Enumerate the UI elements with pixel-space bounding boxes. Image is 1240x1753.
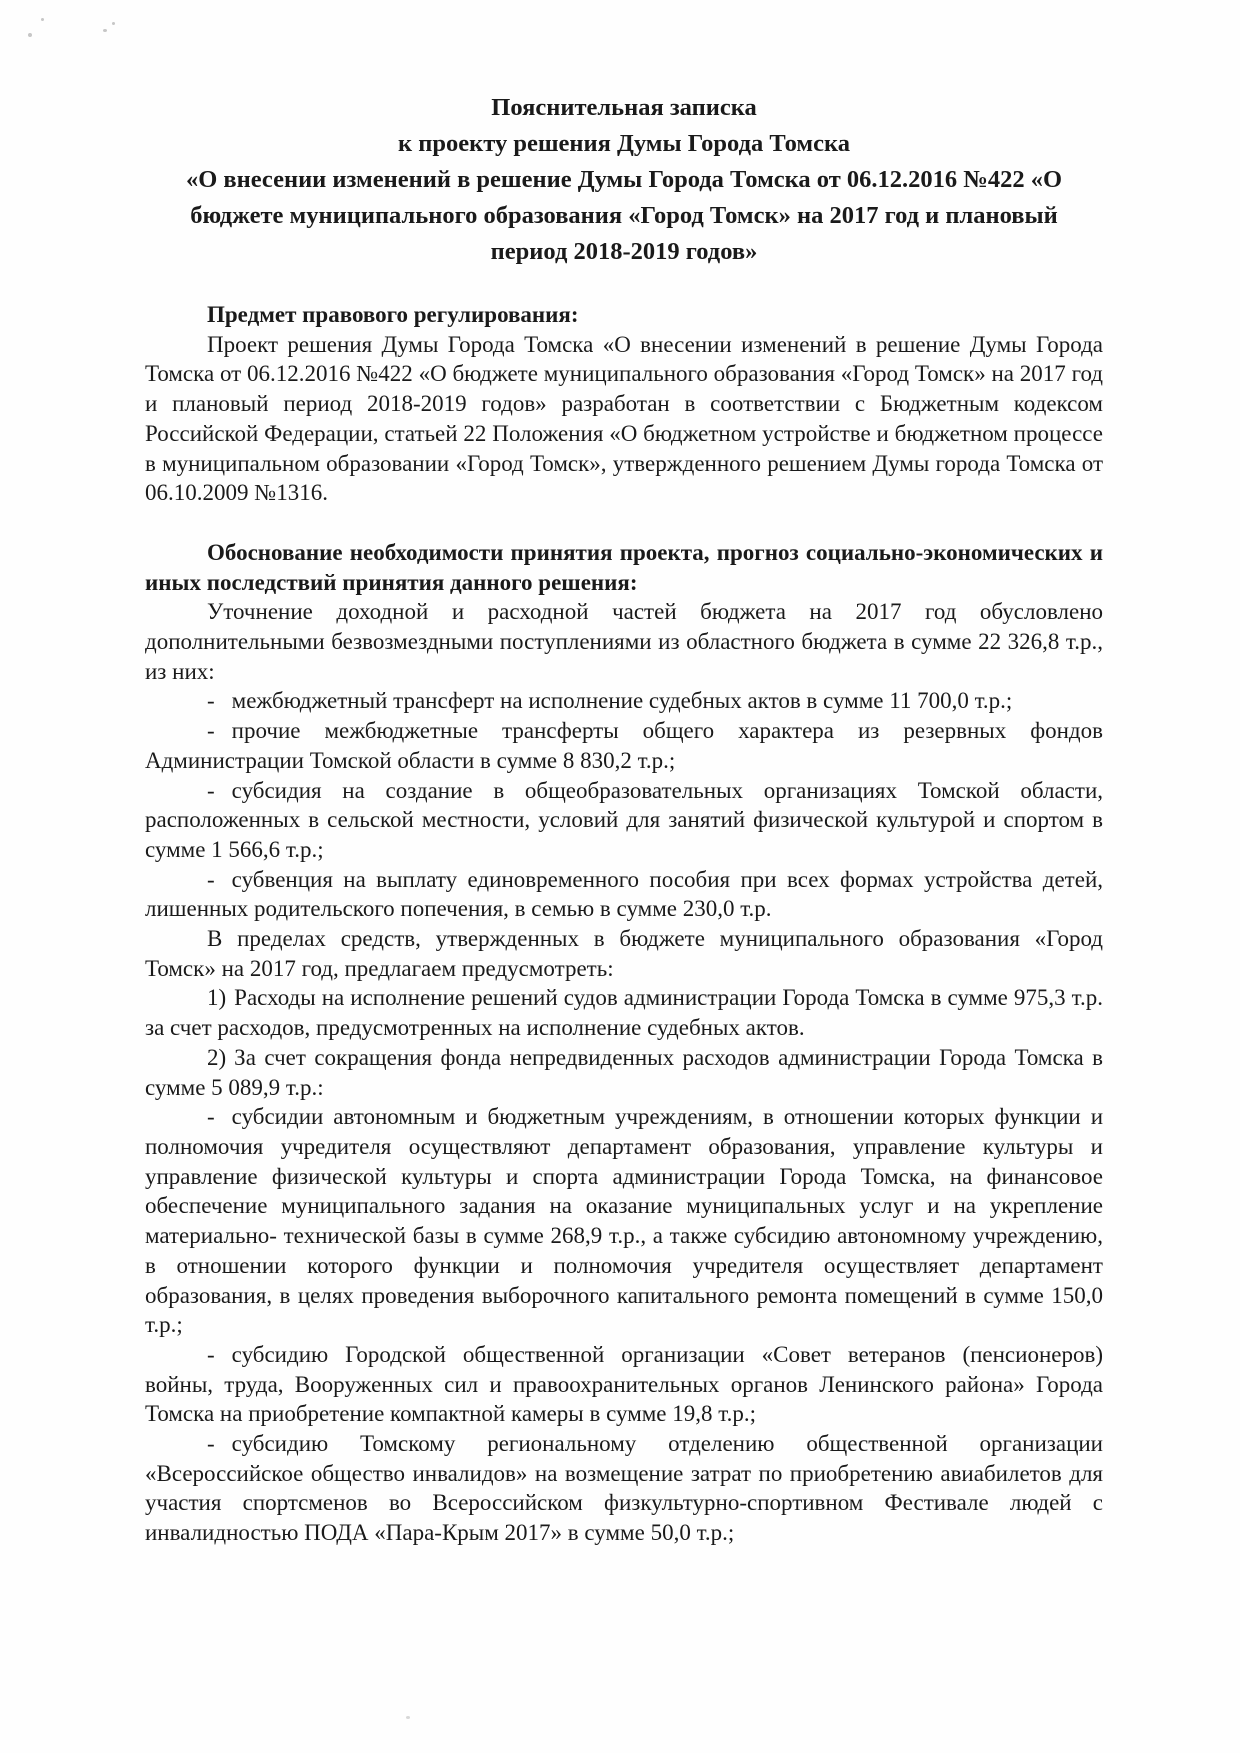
paragraph-utochnenie-byudzheta: Уточнение доходной и расходной частей бюджета на 2017 год обусловлено дополнительными безвозмездными поступлениями из областного бюджета в сумме 22 326,8 т.р., из них: bbox=[145, 599, 1103, 684]
bullet-obshchestvo-invalidov bbox=[145, 1429, 1103, 1548]
scan-speck bbox=[28, 33, 32, 37]
title-line: Пояснительная записка bbox=[491, 94, 757, 121]
item-number: 1) bbox=[207, 985, 227, 1011]
scan-speck bbox=[103, 29, 107, 32]
bullet-text: субсидии автономным и бюджетным учреждениям, в отношении которых функции и полномочия учредителя осуществляют департамент образования, управление культуры и управление физической культуры и спорта администрации Города Томска, на финансовое обеспечение муниципального задания на оказание муниципальных услуг и на укрепление материально- технической базы в сумме 268,9 т.р., а также субсидию автономному учреждению, в отношении которого функции и полномочия учредителя осуществляет департамент образования, в целях проведения выборочного капитального ремонта помещений в сумме 150,0 т.р.; bbox=[145, 1104, 1103, 1338]
bullet-text: субсидия на создание в общеобразовательных организациях Томской области, расположенных в сельской местности, условий для занятий физической культурой и спортом в сумме 1 566,6 т.р.; bbox=[145, 777, 1103, 862]
document-title bbox=[145, 90, 1103, 270]
bullet-text: субсидию Томскому региональному отделению общественной организации «Всероссийское общество инвалидов» на возмещение затрат по приобретению авиабилетов для участия спортсменов во Всероссийском физкультурно-спортивном Фестивале людей с инвалидностью ПОДА «Пара-Крым 2017» в сумме 50,0 т.р.; bbox=[145, 1431, 1103, 1546]
bullet-prochie-transferty bbox=[145, 716, 1103, 775]
bullet-text: межбюджетный трансферт на исполнение судебных актов в сумме 11 700,0 т.р.; bbox=[231, 688, 1013, 714]
bullet-dash: - bbox=[207, 718, 215, 744]
title-line: к проекту решения Думы Города Томска bbox=[398, 130, 850, 157]
numbered-text: Расходы на исполнение решений судов администрации Города Томска в сумме 975,3 т.р. за счет расходов, предусмотренных на исполнение судебных актов. bbox=[145, 985, 1103, 1041]
scan-speck bbox=[112, 22, 115, 25]
numbered-sokrashchenie-fonda bbox=[145, 1043, 1103, 1102]
bullet-subvenciya-posobie bbox=[145, 865, 1103, 924]
scan-speck bbox=[406, 1716, 410, 1719]
bullet-dash: - bbox=[207, 1431, 215, 1457]
bullet-subsidiya-sport bbox=[145, 776, 1103, 865]
bullet-text: субсидию Городской общественной организации «Совет ветеранов (пенсионеров) войны, труда, Вооруженных сил и правоохранительных органов Ленинского района» Города Томска на приобретение компактной камеры в сумме 19,8 т.р.; bbox=[145, 1341, 1103, 1427]
numbered-rashody-sudov bbox=[145, 983, 1103, 1042]
bullet-sovet-veteranov bbox=[145, 1340, 1103, 1429]
heading-predmet-regulirovaniya: Предмет правового регулирования: bbox=[207, 302, 579, 327]
bullet-mezhbyudzhetny-transfert bbox=[145, 686, 1103, 716]
title-line: «О внесении изменений в решение Думы Города Томска от 06.12.2016 №422 «О bbox=[185, 166, 1063, 193]
item-number: 2) bbox=[207, 1044, 227, 1070]
bullet-subsidii-uchrezhdeniyam bbox=[145, 1102, 1103, 1340]
numbered-text: За счет сокращения фонда непредвиденных расходов администрации Города Томска в сумме 5 089,9 т.р.: bbox=[145, 1044, 1103, 1100]
document-body bbox=[145, 300, 1103, 1548]
bullet-dash: - bbox=[207, 1104, 215, 1130]
bullet-dash: - bbox=[207, 1341, 215, 1367]
title-line: период 2018-2019 годов» bbox=[490, 238, 758, 265]
title-line: бюджете муниципального образования «Город Томск» на 2017 год и плановый bbox=[190, 202, 1058, 229]
scan-speck bbox=[41, 18, 44, 21]
bullet-dash: - bbox=[207, 777, 215, 803]
bullet-dash: - bbox=[207, 866, 215, 892]
bullet-text: прочие межбюджетные трансферты общего характера из резервных фондов Администрации Томской области в сумме 8 830,2 т.р.; bbox=[145, 718, 1103, 773]
paragraph-v-predelah-sredstv: В пределах средств, утвержденных в бюджете муниципального образования «Город Томск» на 2017 год, предлагаем предусмотреть: bbox=[145, 926, 1103, 981]
heading-obosnovanie-neobhodimosti: Обоснование необходимости принятия проекта, прогноз социально-экономических и иных последствий принятия данного решения: bbox=[145, 539, 1103, 595]
bullet-dash: - bbox=[207, 688, 215, 714]
paragraph-proekt-resheniya: Проект решения Думы Города Томска «О внесении изменений в решение Думы Города Томска от 06.12.2016 №422 «О бюджете муниципального образования «Город Томск» на 2017 год и плановый период 2018-2019 годов» разработан в соответствии с Бюджетным кодексом Российской Федерации, статьей 22 Положения «О бюджетном устройстве и бюджетном процессе в муниципальном образовании «Город Томск», утвержденного решением Думы города Томска от 06.10.2009 №1316. bbox=[145, 331, 1103, 506]
bullet-text: субвенция на выплату единовременного пособия при всех формах устройства детей, лишенных родительского попечения, в семью в сумме 230,0 т.р. bbox=[145, 866, 1103, 922]
